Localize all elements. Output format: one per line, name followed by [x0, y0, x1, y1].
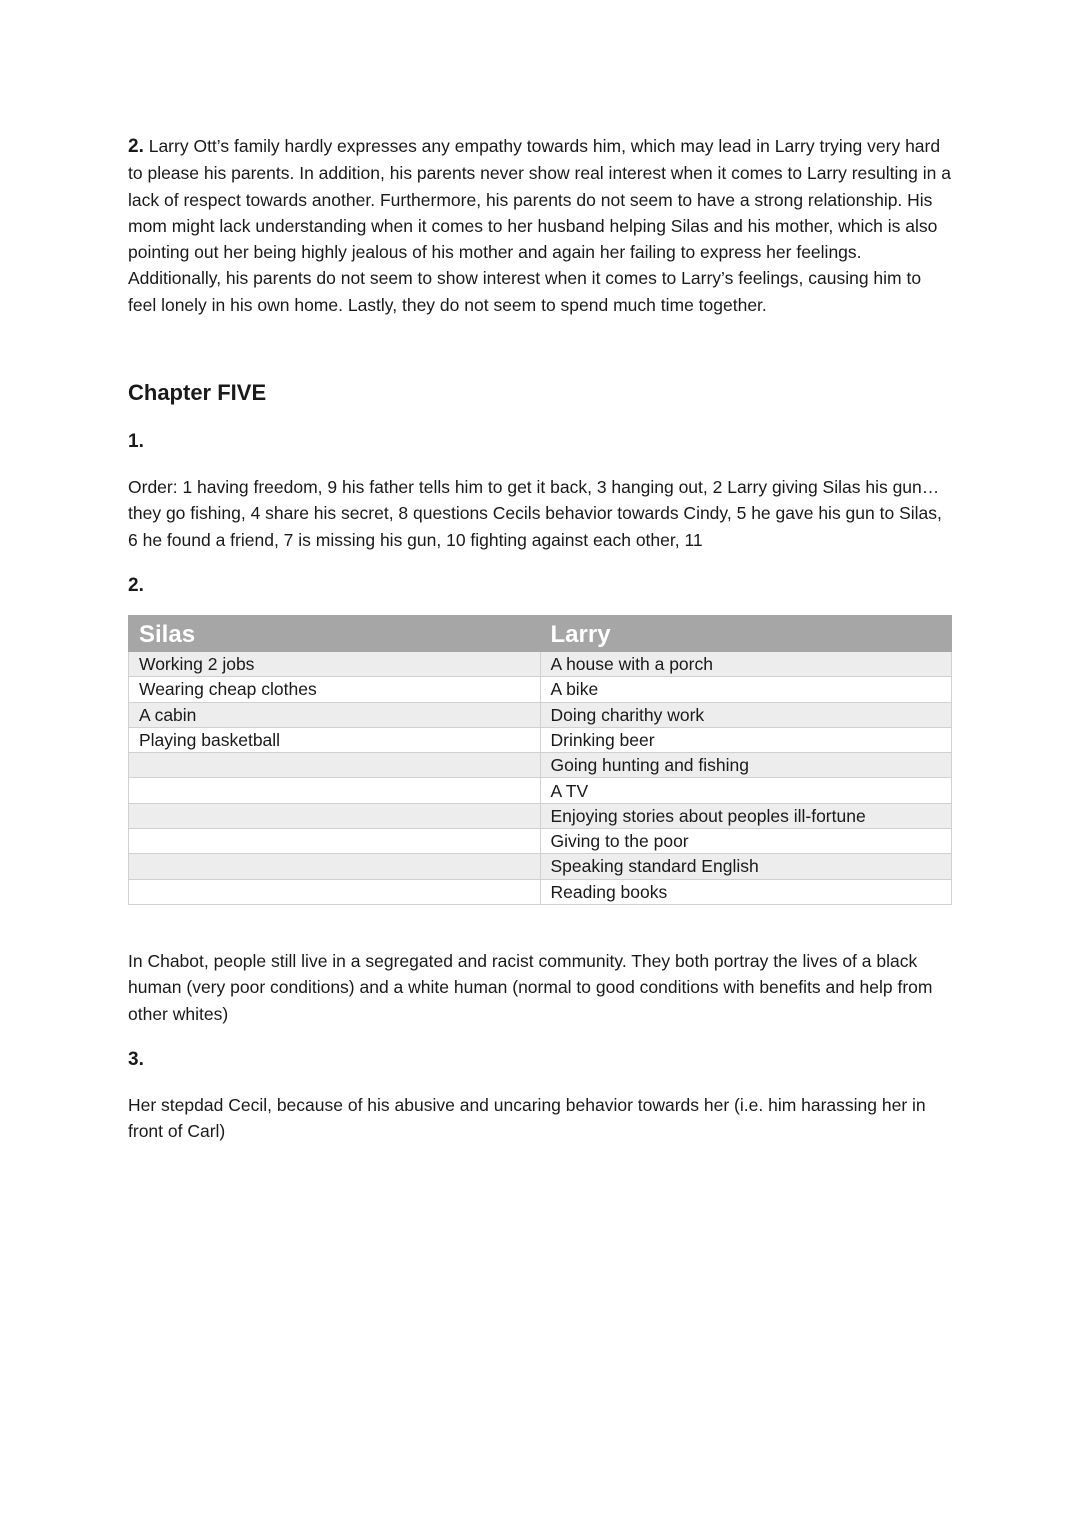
table-cell: Drinking beer — [540, 727, 952, 752]
table-cell: Going hunting and fishing — [540, 753, 952, 778]
chapter-heading: Chapter FIVE — [128, 380, 267, 406]
table-cell — [129, 778, 541, 803]
table-row — [129, 702, 952, 727]
table-row — [129, 854, 952, 879]
table-row — [129, 651, 952, 676]
table-cell — [129, 829, 541, 854]
table-cell: Giving to the poor — [540, 829, 952, 854]
table-cell — [129, 803, 541, 828]
table-cell: A TV — [540, 778, 952, 803]
table-cell: Wearing cheap clothes — [129, 677, 541, 702]
table-cell: Playing basketball — [129, 727, 541, 752]
table-row — [129, 879, 952, 904]
question-3-answer: Her stepdad Cecil, because of his abusive and uncaring behavior towards her (i.e. him harassing her in front of Carl) — [128, 1094, 926, 1142]
table-header-row — [129, 615, 952, 651]
table-cell — [129, 753, 541, 778]
document-content — [128, 133, 952, 1144]
chabot-summary: In Chabot, people still live in a segregated and racist community. They both portray the lives of a black human (very poor conditions) and a white human (normal to good conditions with benefits and help from other whites) — [128, 950, 933, 1024]
table-cell: Doing charithy work — [540, 702, 952, 727]
table-row — [129, 778, 952, 803]
question-2-answer — [128, 133, 952, 318]
table-cell: A house with a porch — [540, 651, 952, 676]
table-cell: Speaking standard English — [540, 854, 952, 879]
table-cell: Reading books — [540, 879, 952, 904]
column-header-larry: Larry — [540, 615, 952, 651]
order-answer: Order: 1 having freedom, 9 his father tells him to get it back, 3 hanging out, 2 Larry giving Silas his gun… they go fishing, 4 share his secret, 8 questions Cecils behavior towards Cindy, 5 he gave his gun to Silas, 6 he found a friend, 7 is missing his gun, 10 fighting against each other, 11 — [128, 477, 942, 550]
table-row — [129, 677, 952, 702]
table-cell — [129, 854, 541, 879]
table-cell: A cabin — [129, 702, 541, 727]
column-header-silas: Silas — [129, 615, 541, 651]
table-row — [129, 803, 952, 828]
table-cell: A bike — [540, 677, 952, 702]
table-row — [129, 727, 952, 752]
table-cell: Enjoying stories about peoples ill-fortune — [540, 803, 952, 828]
table-row — [129, 829, 952, 854]
table-row — [129, 753, 952, 778]
table-cell — [129, 879, 541, 904]
question-2-text: Larry Ott’s family hardly expresses any empathy towards him, which may lead in Larry trying very hard to please his parents. In addition, his parents never show real interest when it comes to Larry resulting in a lack of respect towards another. Furthermore, his parents do not seem to have a strong relationship. His mom might lack understanding when it comes to her husband helping Silas and his mother, which is also pointing out her being highly jealous of his mother and again her failing to express her feelings. Additionally, his parents do not seem to show interest when it comes to Larry’s feelings, causing him to feel lonely in his own home. Lastly, they do not seem to spend much time together. — [128, 136, 951, 315]
question-1-number: 1. — [128, 431, 144, 453]
question-3-number: 3. — [128, 1048, 144, 1070]
table-cell: Working 2 jobs — [129, 651, 541, 676]
comparison-table — [128, 615, 952, 905]
question-number: 2. — [128, 136, 144, 157]
question-2-number: 2. — [128, 574, 144, 596]
